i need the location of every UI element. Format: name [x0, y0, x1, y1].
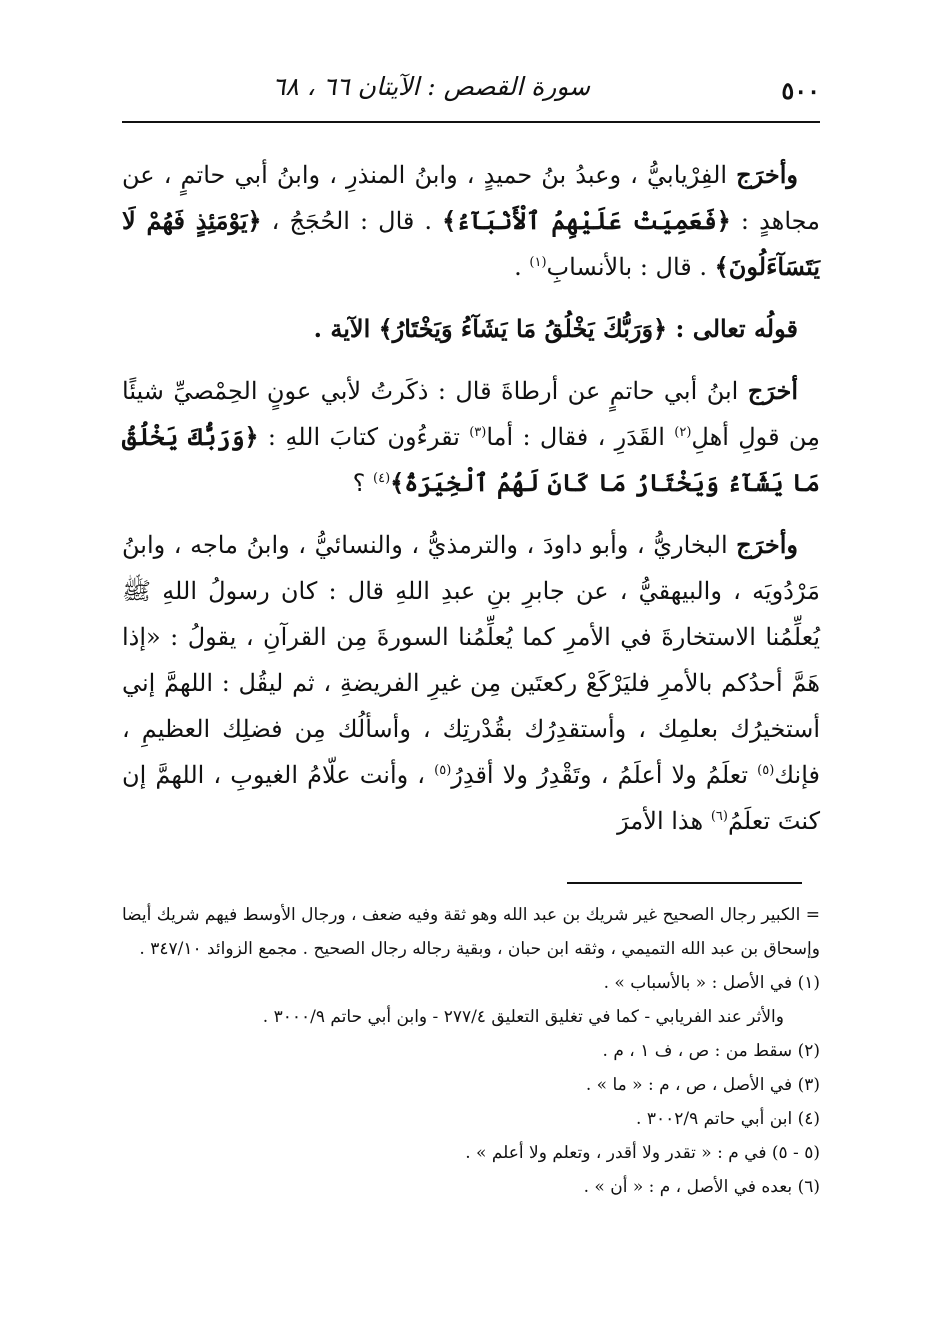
- page-header: [122, 70, 820, 118]
- lead-word: وأخرَج: [736, 160, 798, 189]
- footnote-1: (١) في الأصل : « بالأسباب » .: [603, 973, 820, 993]
- paragraph-text: ؟: [352, 469, 374, 497]
- heading-label: قولُه تعالى :: [667, 314, 798, 343]
- paragraph-text: الفِرْيابيُّ ، وعبدُ بنُ حميدٍ ، وابنُ المنذرِ ، وابنُ أبي حاتمٍ ، عن مجاهدٍ :: [122, 161, 820, 235]
- paragraph-text: البخاريُّ ، وأبو داودَ ، والترمذيُّ ، والنسائيُّ ، وابنُ ماجه ، وابنُ مَرْدُويَه ، والبيهقيُّ ، عن جابرِ بنِ عبدِ اللهِ قال : كان رسولُ اللهِ ﷺ يُعلِّمُنا الاستخارةَ في الأمرِ كما يُعلِّمُنا السورةَ مِن القرآنِ ، يقولُ : «إذا هَمَّ أحدُكم بالأمرِ فليَرْكَعْ ركعتَين مِن غيرِ الفريضةِ ، ثم ليقُل : اللهمَّ إني أستخيرُك بعلمِك ، وأستقدِرُك بقُدْرتِك ، وأسألُك مِن فضلِك العظيمِ ، فإنك: [122, 531, 820, 789]
- paragraph-text: .: [514, 253, 530, 281]
- footnote-ref: (١): [529, 255, 547, 270]
- quran-verse: ﴿يَوْمَئِذٍ فَهُمْ لَا يَتَسَآءَلُونَ﴾: [122, 206, 820, 281]
- footnote-ref: (٢): [674, 425, 692, 440]
- footnote-ref: (٤): [373, 471, 391, 486]
- page-number: ٥٠٠: [781, 76, 820, 105]
- paragraph-text: القَدَرِ ، فقال : أما: [486, 423, 675, 451]
- lead-word: وأخرَج: [736, 530, 798, 559]
- footnote-2: (٢) سقط من : ص ، ف ١ ، م .: [602, 1041, 820, 1061]
- paragraph-text: هذا الأمرَ: [617, 807, 711, 835]
- lead-word: أخرَج: [747, 376, 798, 405]
- footnote-1-note: والأثر عند الفريابي - كما في تغليق التعليق ٢٧٧/٤ - وابن أبي حاتم ٣٠٠٠/٩ .: [262, 1007, 784, 1027]
- quran-verse: ﴿فَعَمِيَتْ عَلَيْهِمُ ٱلْأَنْبَآءُ﴾: [442, 206, 731, 235]
- running-title: سورة القصص : الآيتان ٦٦ ، ٦٨: [272, 72, 591, 101]
- footnotes: [122, 898, 820, 1204]
- quran-verse: ﴿وَرَبُّكَ يَخْلُقُ مَا يَشَآءُ وَيَخْتَارُ مَا كَانَ لَهُمُ ٱلْخِيَرَةُ﴾: [122, 422, 820, 497]
- footnote-separator: [567, 882, 802, 884]
- verse-heading: [122, 306, 820, 352]
- footnote-4: (٤) ابن أبي حاتم ٣٠٠٢/٩ .: [636, 1109, 820, 1129]
- paragraph-3: [122, 522, 820, 844]
- heading-end: الآية .: [313, 314, 379, 343]
- paragraph-text: تقرءُون كتابَ اللهِ :: [258, 423, 470, 451]
- footnote-5: (٥ - ٥) في م : « تقدر ولا أقدر ، وتعلم ولا أعلم » .: [465, 1143, 820, 1163]
- header-rule: [122, 121, 820, 123]
- paragraph-text: ابنُ أبي حاتمٍ عن أرطاةَ قال : ذكَرتُ لأبي عونٍ الحِمْصيِّ شيئًا مِن قولِ أهلِ: [122, 377, 820, 451]
- quran-verse: ﴿وَرَبُّكَ يَخْلُقُ مَا يَشَآءُ وَيَخْتَارُ﴾: [378, 314, 668, 343]
- footnote-ref: (٣): [469, 425, 487, 440]
- footnote-ref: (٥): [434, 763, 452, 778]
- paragraph-text: . قال : بالأنسابِ: [546, 253, 715, 281]
- paragraph-text: ، وأنت علّامُ الغيوبِ ، اللهمَّ إن كنتَ تعلَمُ: [122, 761, 820, 835]
- paragraph-2: [122, 368, 820, 506]
- footnote-3: (٣) في الأصل ، ص ، م : « ما » .: [585, 1075, 820, 1095]
- paragraph-text: تعلَمُ ولا أعلَمُ ، وتَقْدِرُ ولا أقدِرُ: [451, 761, 758, 789]
- footnote-6: (٦) بعده في الأصل ، م : « أن » .: [583, 1177, 820, 1197]
- footnote-continuation: = الكبير رجال الصحيح غير شريك بن عبد الله وهو ثقة وفيه ضعف ، ورجال الأوسط فيهم شريك أيضا وإسحاق بن عبد الله التميمي ، وثقه ابن حبان ، وبقية رجاله رجال الصحيح . مجمع الزوائد ٣٤٧/١٠ .: [122, 905, 820, 959]
- footnote-ref: (٥): [757, 763, 775, 778]
- paragraph-1: [122, 152, 820, 290]
- main-text: [122, 152, 820, 860]
- paragraph-text: . قال : الحُجَجُ ،: [261, 207, 443, 235]
- footnote-ref: (٦): [710, 809, 728, 824]
